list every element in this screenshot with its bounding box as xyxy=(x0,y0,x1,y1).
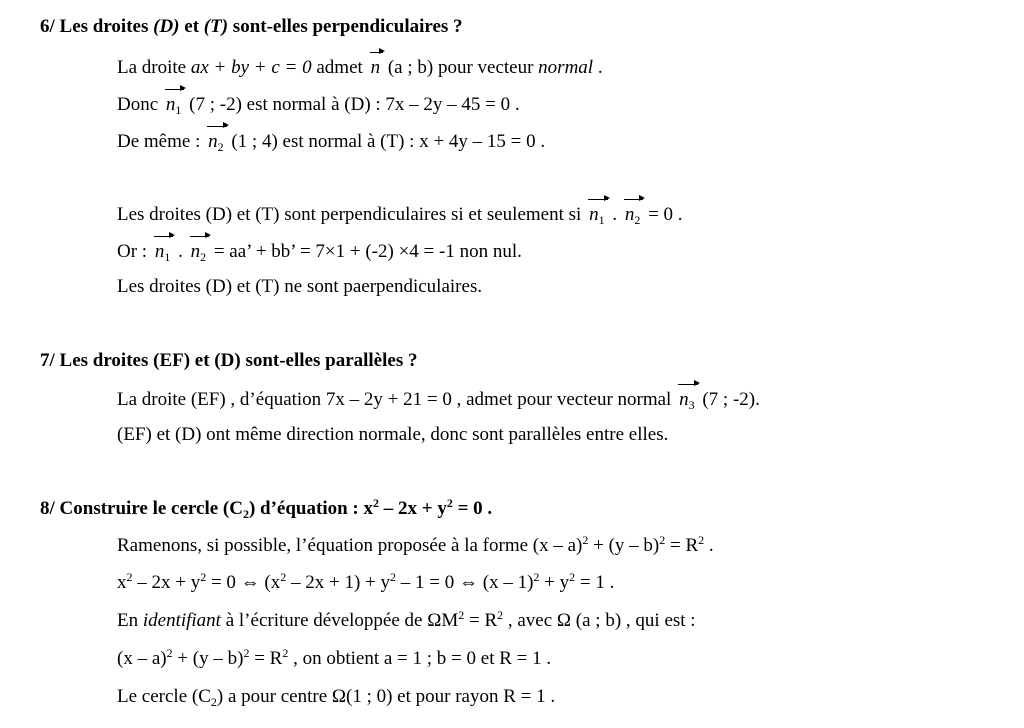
vector-n1-arrow: $n_1$ xyxy=(155,238,171,264)
q6-line-normal-vector-definition: La droite ax + by + c = 0 admet n (a ; b) pour vecteur normal . xyxy=(117,54,603,80)
q8-line-values: $(x - a)^2 + (y - b)^2 = R^2$ , on obtient a = 1 ; b = 0 et R = 1 . xyxy=(117,646,552,669)
vector-n2-arrow: $n_2$ xyxy=(208,128,224,154)
q7-title: 7/ Les droites (EF) et (D) sont-elles parallèles ? xyxy=(40,350,418,371)
q7-conclusion: (EF) et (D) ont même direction normale, donc sont parallèles entre elles. xyxy=(117,424,669,445)
q6-conclusion: Les droites (D) et (T) ne sont paerpendiculaires. xyxy=(117,276,483,297)
q6-title: 6/ Les droites (D) et (T) sont-elles perpendiculaires ? xyxy=(40,16,463,37)
vector-n3-arrow: $n_3$ xyxy=(679,386,695,412)
q7-line-normal-vector: La droite (EF) , d’équation 7x – 2y + 21 = 0 , admet pour vecteur normal $n_3$ (7 ; -2). xyxy=(117,386,760,412)
q8-conclusion: Le cercle $(C_2)$ a pour centre Ω(1 ; 0) et pour rayon R = 1 . xyxy=(117,686,556,709)
vector-n1-arrow: $n_1$ xyxy=(166,91,182,117)
q8-line-equivalences: $x^2 - 2x + y^2 = 0$ ⇔ $(x^2 - 2x + 1) + y^2 - 1 = 0$ ⇔ $(x - 1)^2 + y^2 = 1$ . xyxy=(117,570,615,593)
q8-line-canonical-form: Ramenons, si possible, l’équation proposée à la forme $(x - a)^2 + (y - b)^2 = R^2$ . xyxy=(117,533,714,556)
q8-title: 8/ Construire le cercle $(C_2)$ d’équation : $x^2 - 2x + y^2 = 0$ . xyxy=(40,496,493,521)
vector-n-arrow: n xyxy=(371,54,381,80)
vector-n1-arrow: $n_1$ xyxy=(589,201,605,227)
q6-line-n1: Donc $n_1$ (7 ; -2) est normal à (D) : 7x – 2y – 45 = 0 . xyxy=(117,91,520,117)
q8-line-identification: En identifiant à l’écriture développée de $\Omega M^2 = R^2$ , avec Ω (a ; b) , qui est : xyxy=(117,608,696,631)
vector-n2-arrow: $n_2$ xyxy=(191,238,207,264)
vector-n2-arrow: $n_2$ xyxy=(625,201,641,227)
q6-line-n2: De même : $n_2$ (1 ; 4) est normal à (T) : x + 4y – 15 = 0 . xyxy=(117,128,545,154)
q6-line-perpendicular-condition: Les droites (D) et (T) sont perpendiculaires si et seulement si $n_1$ . $n_2 = 0$ . xyxy=(117,201,683,227)
q6-line-dot-product: Or : $n_1$ . $n_2$ = aa’ + bb’ = 7×1 + (-2) ×4 = -1 non nul. xyxy=(117,238,522,264)
